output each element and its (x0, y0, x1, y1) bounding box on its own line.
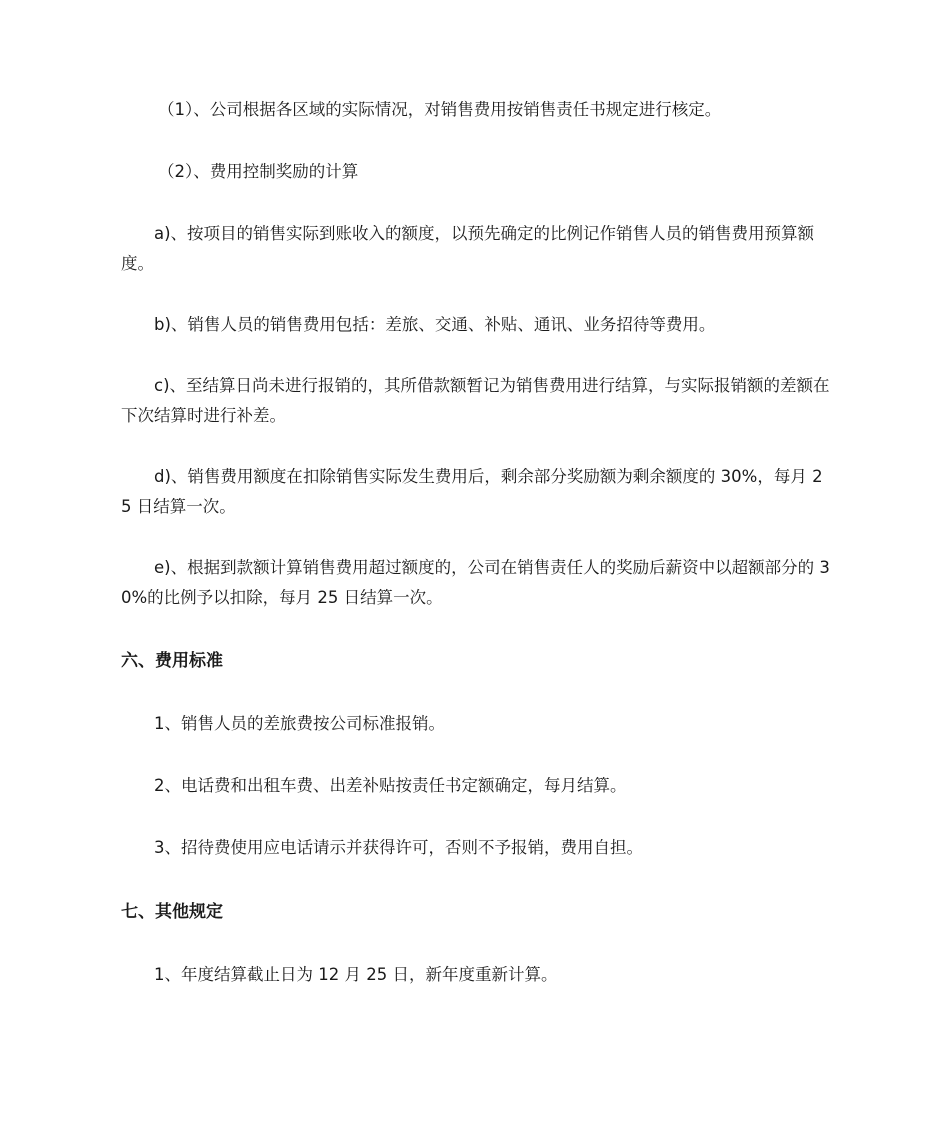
section-heading-expense-standards: 六、费用标准 (121, 651, 223, 671)
paragraph-standard-1: 1、销售人员的差旅费按公司标准报销。 (154, 714, 445, 733)
paragraph-standard-2: 2、电话费和出租车费、出差补贴按责任书定额确定，每月结算。 (154, 776, 627, 795)
paragraph-item-c: c)、至结算日尚未进行报销的，其所借款额暂记为销售费用进行结算，与实际报销额的差额在下次结算时进行补差。 (121, 376, 830, 425)
paragraph-item-b: b)、销售人员的销售费用包括：差旅、交通、补贴、通讯、业务招待等费用。 (154, 315, 716, 334)
section-heading-other-rules: 七、其他规定 (121, 902, 223, 922)
paragraph-other-1: 1、年度结算截止日为 12 月 25 日，新年度重新计算。 (154, 965, 558, 984)
paragraph-item-d: d)、销售费用额度在扣除销售实际发生费用后，剩余部分奖励额为剩余额度的 30%，每月 25 日结算一次。 (121, 467, 823, 516)
paragraph-item-a: a)、按项目的销售实际到账收入的额度，以预先确定的比例记作销售人员的销售费用预算额度。 (121, 224, 815, 273)
paragraph-item-e: e)、根据到款额计算销售费用超过额度的，公司在销售责任人的奖励后薪资中以超额部分的 30%的比例予以扣除，每月 25 日结算一次。 (121, 558, 830, 607)
paragraph-standard-3: 3、招待费使用应电话请示并获得许可，否则不予报销，费用自担。 (154, 838, 643, 857)
paragraph-expense-approval: （1）、公司根据各区域的实际情况，对销售费用按销售责任书规定进行核定。 (158, 100, 722, 119)
paragraph-reward-calculation: （2）、费用控制奖励的计算 (158, 162, 359, 181)
